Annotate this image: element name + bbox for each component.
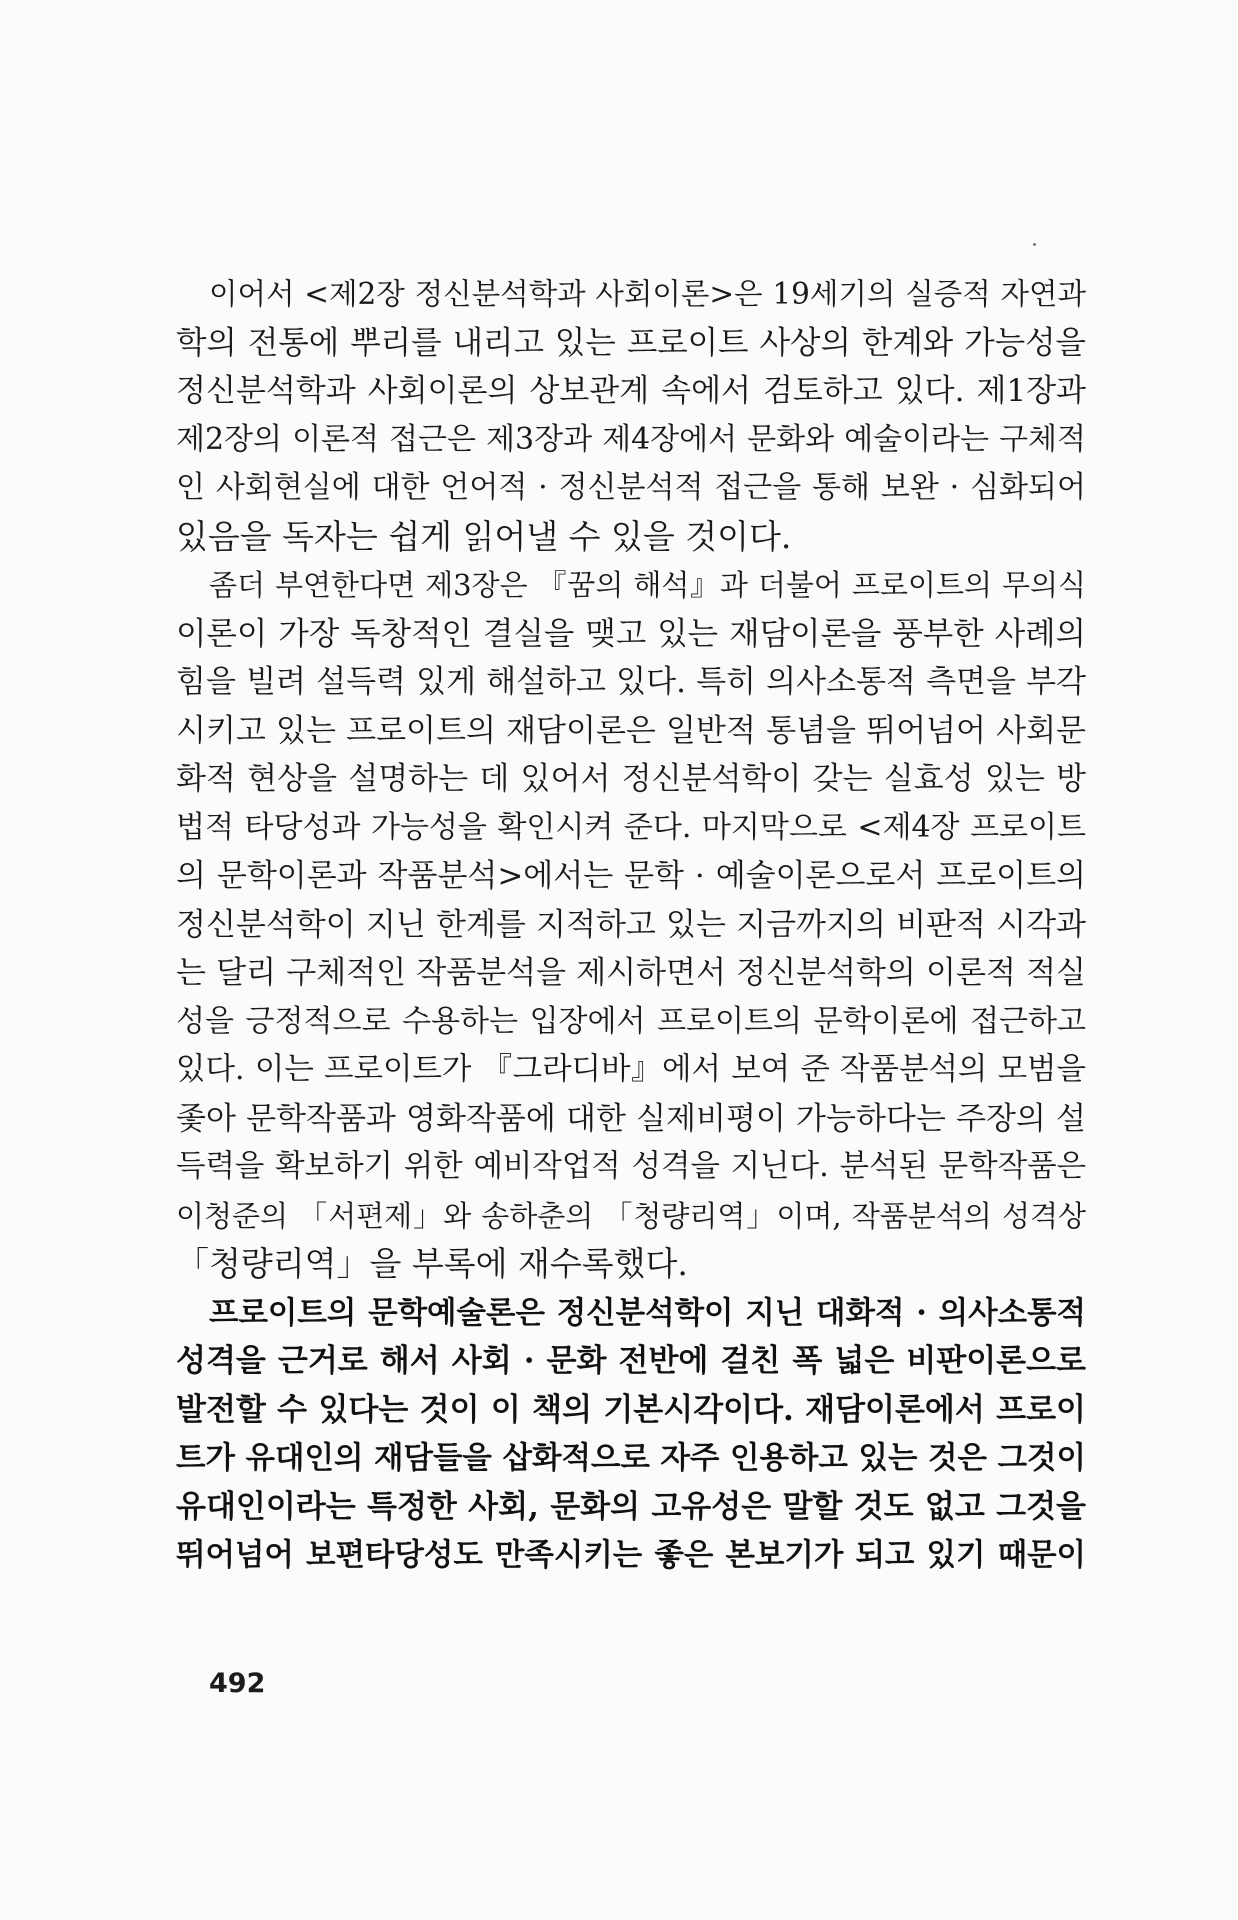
text-line: 화적 현상을 설명하는 데 있어서 정신분석학이 갖는 실효성 있는 방: [176, 761, 1086, 797]
text-line: 있다. 이는 프로이트가 『그라디바』에서 보여 준 작품분석의 모범을: [176, 1052, 1086, 1087]
text-line: 법적 타당성과 가능성을 확인시켜 준다. 마지막으로 <제4장 프로이트: [176, 809, 1086, 845]
text-line: 유대인이라는 특정한 사회, 문화의 고유성은 말할 것도 없고 그것을: [176, 1488, 1086, 1525]
text-line: 트가 유대인의 재담들을 삽화적으로 자주 인용하고 있는 것은 그것이: [176, 1440, 1086, 1476]
text-line: 이어서 <제2장 정신분석학과 사회이론>은 19세기의 실증적 자연과: [209, 277, 1086, 311]
text-line: 있음을 독자는 쉽게 읽어낼 수 있을 것이다.: [176, 516, 792, 556]
text-line: 좀더 부연한다면 제3장은 『꿈의 해석』과 더불어 프로이트의 무의식: [209, 568, 1086, 602]
text-line: 시키고 있는 프로이트의 재담이론은 일반적 통념을 뛰어넘어 사회문: [176, 712, 1086, 749]
text-line: 「청량리역」을 부록에 재수록했다.: [176, 1244, 688, 1283]
text-line: 인 사회현실에 대한 언어적 · 정신분석적 접근을 통해 보완 · 심화되어: [176, 470, 1086, 505]
text-line: 힘을 빌려 설득력 있게 해설하고 있다. 특히 의사소통적 측면을 부각: [176, 664, 1086, 700]
body-text: [176, 270, 1086, 1580]
text-line: 이청준의 「서편제」와 송하춘의 「청량리역」이며, 작품분석의 성격상: [176, 1198, 1086, 1233]
page-number: 492: [209, 1668, 266, 1699]
text-line: 는 달리 구체적인 작품분석을 제시하면서 정신분석학의 이론적 적실: [176, 955, 1086, 991]
text-line: 학의 전통에 뿌리를 내리고 있는 프로이트 사상의 한계와 가능성을: [176, 324, 1086, 361]
text-line: 좇아 문학작품과 영화작품에 대한 실제비평이 가능하다는 주장의 설: [176, 1100, 1086, 1137]
text-line: 제2장의 이론적 접근은 제3장과 제4장에서 문화와 예술이라는 구체적: [176, 421, 1086, 457]
scan-speck: [1033, 243, 1036, 246]
text-line: 성을 긍정적으로 수용하는 입장에서 프로이트의 문학이론에 접근하고: [176, 1003, 1086, 1039]
text-line: 이론이 가장 독창적인 결실을 맺고 있는 재담이론을 풍부한 사례의: [176, 615, 1086, 652]
text-line: 뛰어넘어 보편타당성도 만족시키는 좋은 본보기가 되고 있기 때문이: [176, 1537, 1086, 1573]
text-line: 프로이트의 문학예술론은 정신분석학이 지닌 대화적 · 의사소통적: [209, 1294, 1086, 1331]
text-line: 정신분석학이 지닌 한계를 지적하고 있는 지금까지의 비판적 시각과: [176, 906, 1086, 943]
text-line: 발전할 수 있다는 것이 이 책의 기본시각이다. 재담이론에서 프로이: [176, 1391, 1086, 1428]
text-line: 성격을 근거로 해서 사회 · 문화 전반에 걸친 폭 넓은 비판이론으로: [176, 1343, 1086, 1379]
text-line: 득력을 확보하기 위한 예비작업적 성격을 지닌다. 분석된 문학작품은: [176, 1149, 1086, 1184]
text-line: 정신분석학과 사회이론의 상보관계 속에서 검토하고 있다. 제1장과: [176, 373, 1086, 409]
text-line: 의 문학이론과 작품분석>에서는 문학 · 예술이론으로서 프로이트의: [176, 858, 1086, 894]
